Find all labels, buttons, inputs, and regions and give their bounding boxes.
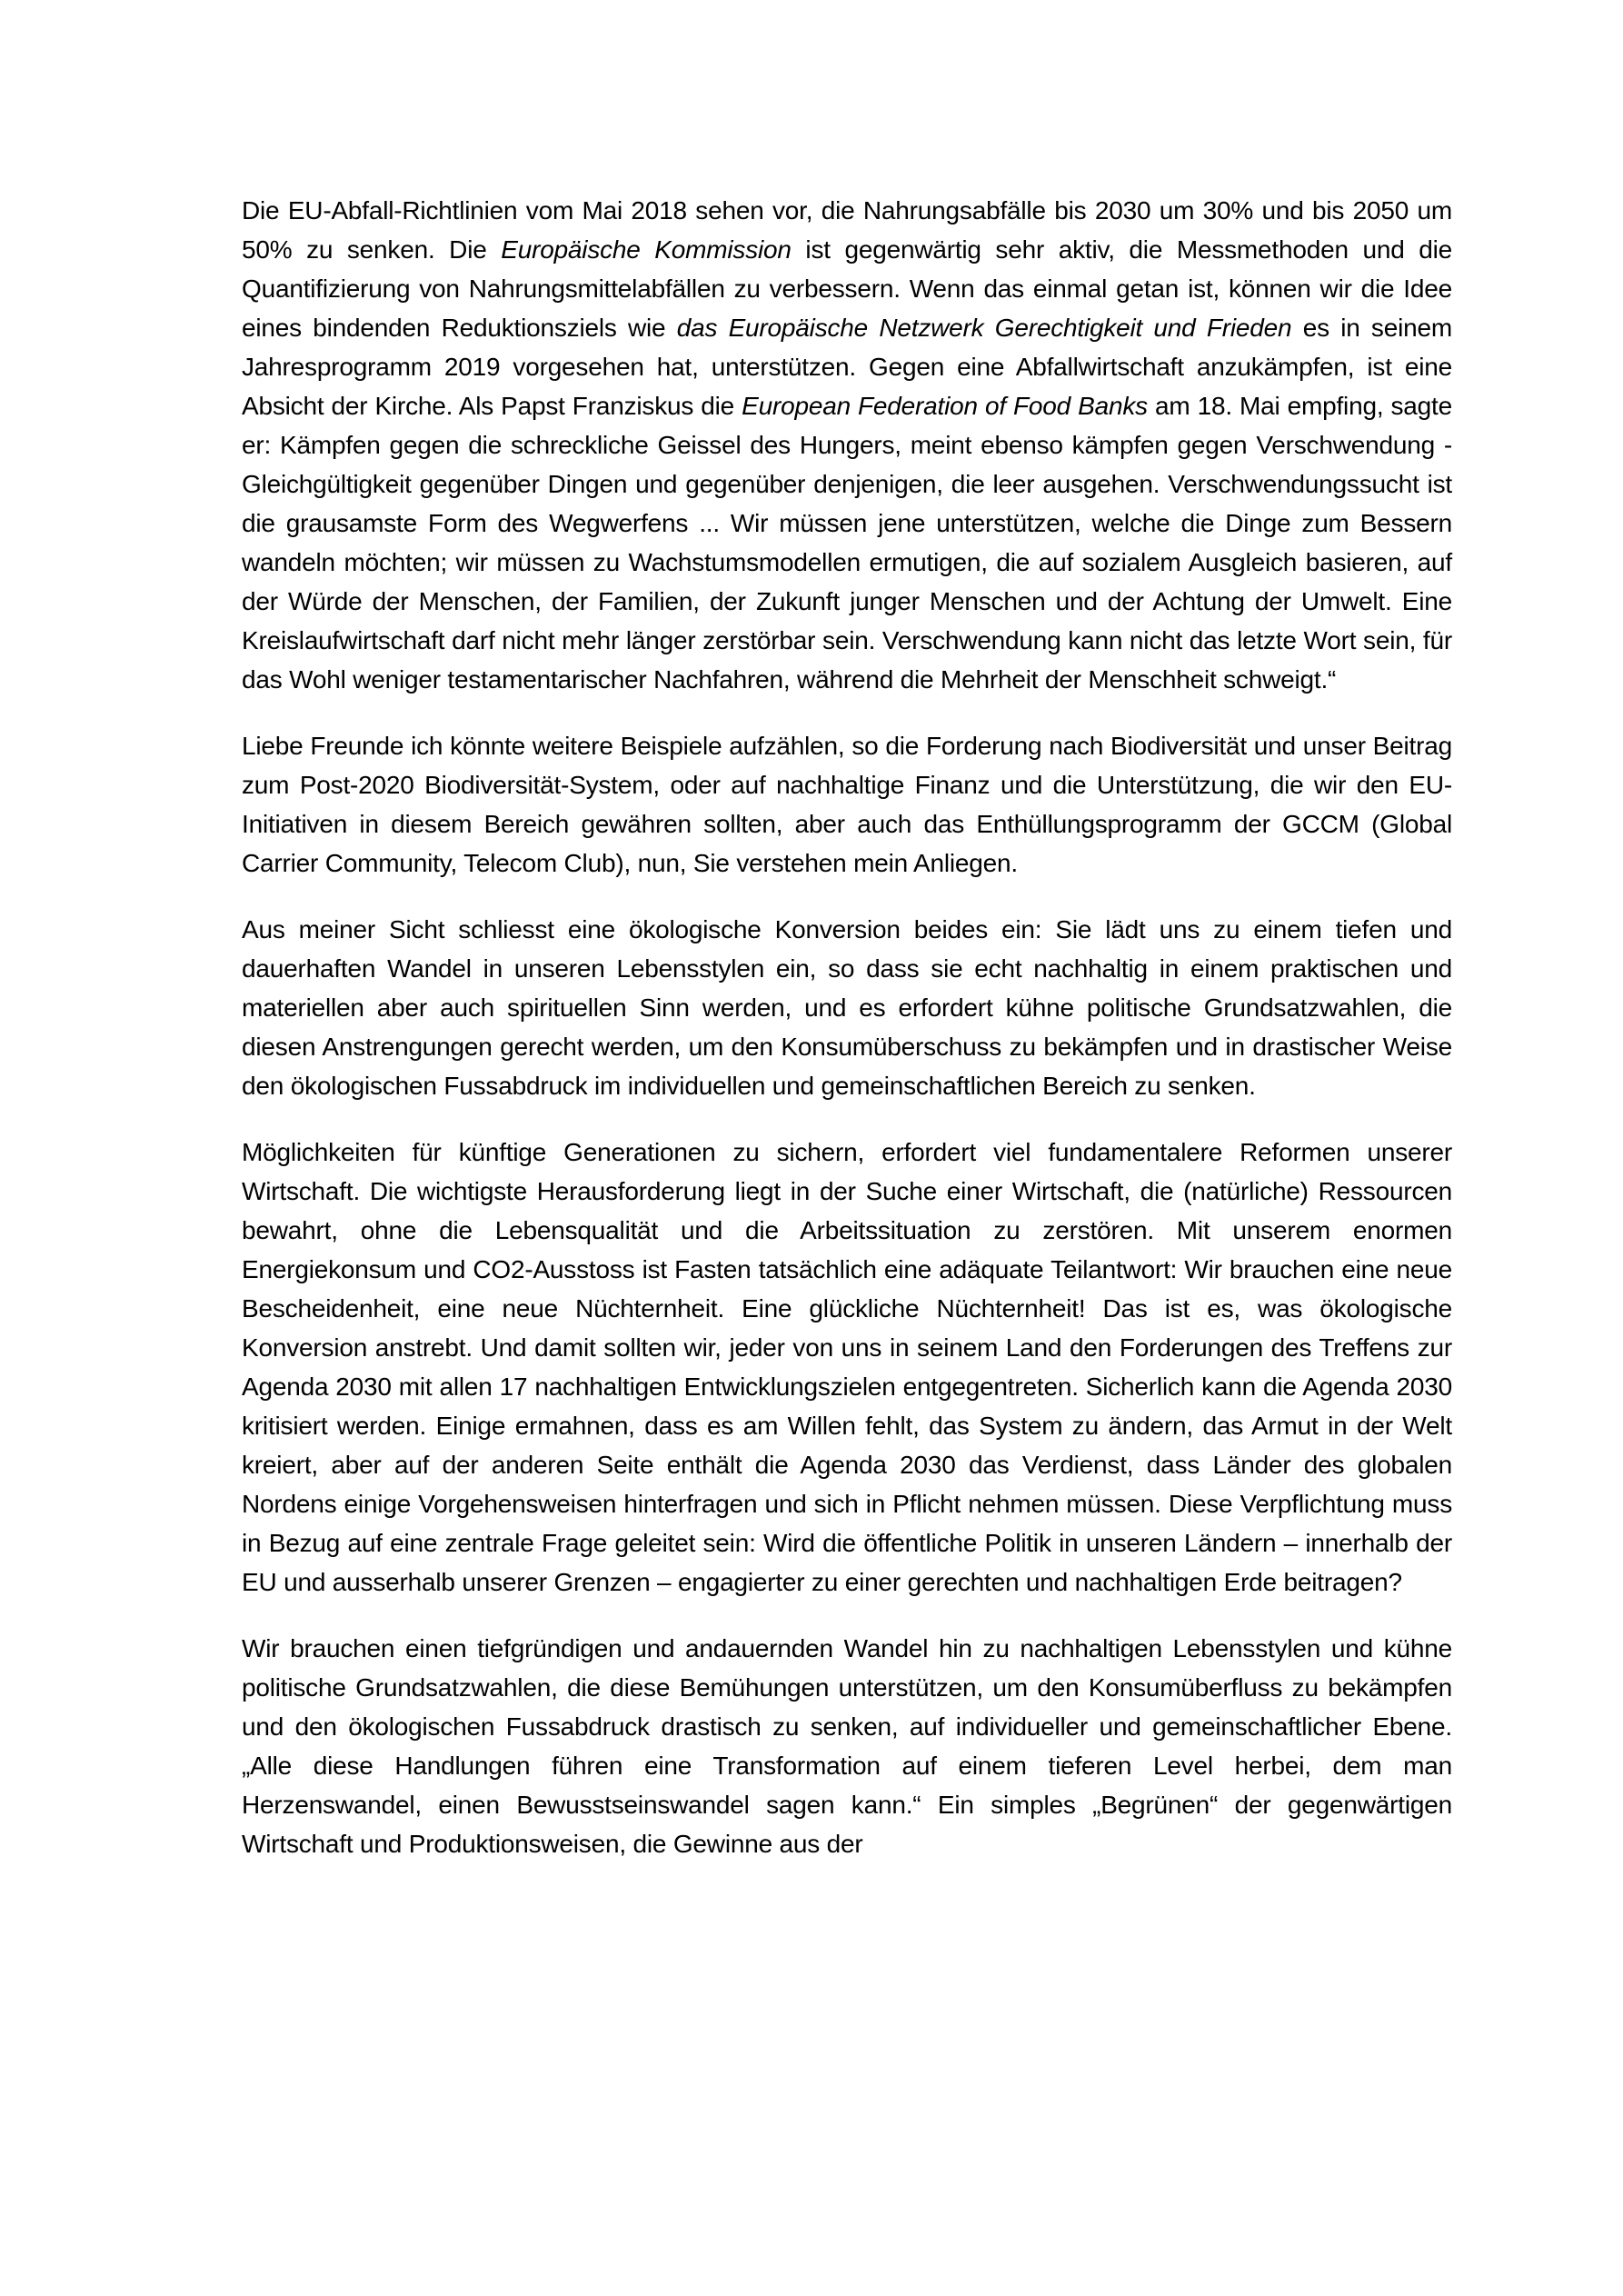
text-run: Möglichkeiten für künftige Generationen zu sichern, erfordert viel fundamentalere Reformen unserer Wirtschaft. Die wichtigste Herausforderung liegt in der Suche einer Wirtschaft, die (natürliche) Ressourcen bewahrt, ohne die Lebensqualität und die Arbeitssituation zu zerstören. Mit unserem enormen Energiekonsum und CO2-Ausstoss ist Fasten tatsächlich eine adäquate Teilantwort: Wir brauchen eine neue Bescheidenheit, eine neue Nüchternheit. Eine glückliche Nüchternheit! Das ist es, was ökologische Konversion anstrebt. Und damit sollten wir, jeder von uns in seinem Land den Forderungen des Treffens zur Agenda 2030 mit allen 17 nachhaltigen Entwicklungszielen entgegentreten. Sicherlich kann die Agenda 2030 kritisiert werden. Einige ermahnen, dass es am Willen fehlt, das System zu ändern, das Armut in der Welt kreiert, aber auf der anderen Seite enthält die Agenda 2030 das Verdienst, dass Länder des globalen Nordens einige Vorgehensweisen hinterfragen und sich in Pflicht nehmen müssen. Diese Verpflichtung muss in Bezug auf eine zentrale Frage geleitet sein: Wird die öffentliche Politik in unseren Ländern – innerhalb der EU und ausserhalb unserer Grenzen – engagierter zu einer gerechten und nachhaltigen Erde beitragen? xyxy=(242,1138,1452,1596)
paragraph xyxy=(242,1629,1452,1863)
text-block xyxy=(242,191,1452,1891)
italic-text-run: European Federation of Food Banks xyxy=(742,392,1148,420)
italic-text-run: Europäische Kommission xyxy=(501,235,792,264)
text-run: Aus meiner Sicht schliesst eine ökologische Konversion beides ein: Sie lädt uns zu einem tiefen und dauerhaften Wandel in unseren Lebensstylen ein, so dass sie echt nachhaltig in einem praktischen und materiellen aber auch spirituellen Sinn werden, und es erfordert kühne politische Grundsatzwahlen, die diesen Anstrengungen gerecht werden, um den Konsumüberschuss zu bekämpfen und in drastischer Weise den ökologischen Fussabdruck im individuellen und gemeinschaftlichen Bereich zu senken. xyxy=(242,915,1452,1100)
text-run: Liebe Freunde ich könnte weitere Beispiele aufzählen, so die Forderung nach Biodiversität und unser Beitrag zum Post-2020 Biodiversität-System, oder auf nachhaltige Finanz und die Unterstützung, die wir den EU-Initiativen in diesem Bereich gewähren sollten, aber auch das Enthüllungsprogramm der GCCM (Global Carrier Community, Telecom Club), nun, Sie verstehen mein Anliegen. xyxy=(242,732,1452,877)
paragraph xyxy=(242,1133,1452,1602)
paragraph xyxy=(242,726,1452,883)
text-run: Die EU-Abfall-Richtlinien vom Mai 2018 sehen vor, die Nahrungsabfälle bis 2030 um 30% und bis 2050 um 50% zu senken. Die xyxy=(242,196,1452,264)
text-run: ist gegenwärtig sehr aktiv, die Messmethoden und die Quantifizierung von Nahrungsmittelabfällen zu verbessern. Wenn das einmal getan ist, können wir die Idee eines bindenden Reduktionsziels wie xyxy=(242,235,1452,342)
paragraph xyxy=(242,910,1452,1105)
italic-text-run: das Europäische Netzwerk Gerechtigkeit und Frieden xyxy=(676,314,1292,342)
paragraph xyxy=(242,191,1452,699)
text-run: am 18. Mai empfing, sagte er: Kämpfen gegen die schreckliche Geissel des Hungers, meint ebenso kämpfen gegen Verschwendung - Gleichgültigkeit gegenüber Dingen und gegenüber denjenigen, die leer ausgehen. Verschwendungssucht ist die grausamste Form des Wegwerfens ... Wir müssen jene unterstützen, welche die Dinge zum Bessern wandeln möchten; wir müssen zu Wachstumsmodellen ermutigen, die auf sozialem Ausgleich basieren, auf der Würde der Menschen, der Familien, der Zukunft junger Menschen und der Achtung der Umwelt. Eine Kreislaufwirtschaft darf nicht mehr länger zerstörbar sein. Verschwendung kann nicht das letzte Wort sein, für das Wohl weniger testamentarischer Nachfahren, während die Mehrheit der Menschheit schweigt.“ xyxy=(242,392,1452,694)
text-run: Wir brauchen einen tiefgründigen und andauernden Wandel hin zu nachhaltigen Lebensstylen und kühne politische Grundsatzwahlen, die diese Bemühungen unterstützen, um den Konsumüberfluss zu bekämpfen und den ökologischen Fussabdruck drastisch zu senken, auf individueller und gemeinschaftlicher Ebene. „Alle diese Handlungen führen eine Transformation auf einem tieferen Level herbei, dem man Herzenswandel, einen Bewusstseinswandel sagen kann.“ Ein simples „Begrünen“ der gegenwärtigen Wirtschaft und Produktionsweisen, die Gewinne aus der xyxy=(242,1634,1452,1858)
text-run: es in seinem Jahresprogramm 2019 vorgesehen hat, unterstützen. Gegen eine Abfallwirtschaft anzukämpfen, ist eine Absicht der Kirche. Als Papst Franziskus die xyxy=(242,314,1452,420)
